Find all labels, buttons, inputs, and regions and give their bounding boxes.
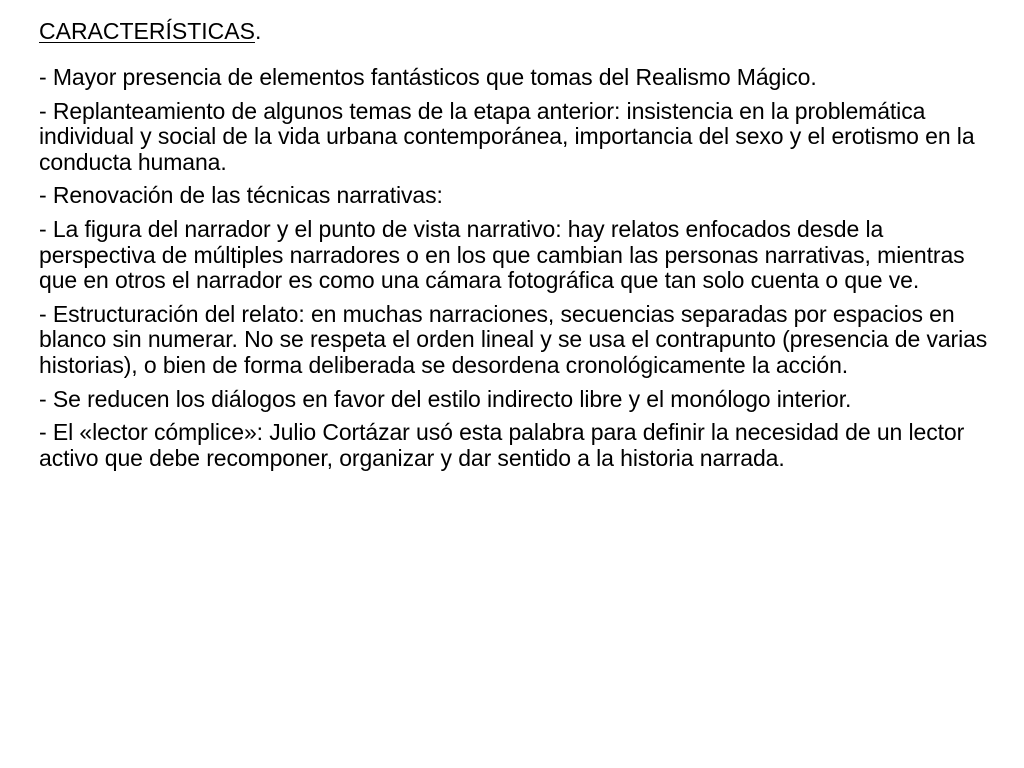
list-item: - Replanteamiento de algunos temas de la etapa anterior: insistencia en la problemática individual y social de la vida urbana contemporánea, importancia del sexo y el erotismo en la conducta humana. (39, 97, 975, 175)
list-item: - Mayor presencia de elementos fantásticos que tomas del Realismo Mágico. (39, 64, 817, 90)
list-item: - Renovación de las técnicas narrativas: (39, 182, 443, 209)
list-item: - El «lector cómplice»: Julio Cortázar usó esta palabra para definir la necesidad de un lector activo que debe recomponer, organizar y dar sentido a la historia narrada. (39, 419, 965, 471)
characteristics-list (39, 65, 990, 471)
heading-text: CARACTERÍSTICAS (39, 18, 255, 44)
list-item: - Estructuración del relato: en muchas narraciones, secuencias separadas por espacios en blanco sin numerar. No se respeta el orden lineal y se usa el contrapunto (presencia de varias historias), o bien de forma deliberada se desordena cronológicamente la acción. (39, 300, 988, 378)
list-item: - La figura del narrador y el punto de vista narrativo: hay relatos enfocados desde la perspectiva de múltiples narradores o en los que cambian las personas narrativas, mientras que en otros el narrador es como una cámara fotográfica que tan solo cuenta o que ve. (39, 215, 965, 294)
list-item: - Se reducen los diálogos en favor del estilo indirecto libre y el monólogo interior. (39, 385, 852, 412)
heading-period: . (254, 18, 262, 44)
slide-heading (39, 16, 990, 46)
